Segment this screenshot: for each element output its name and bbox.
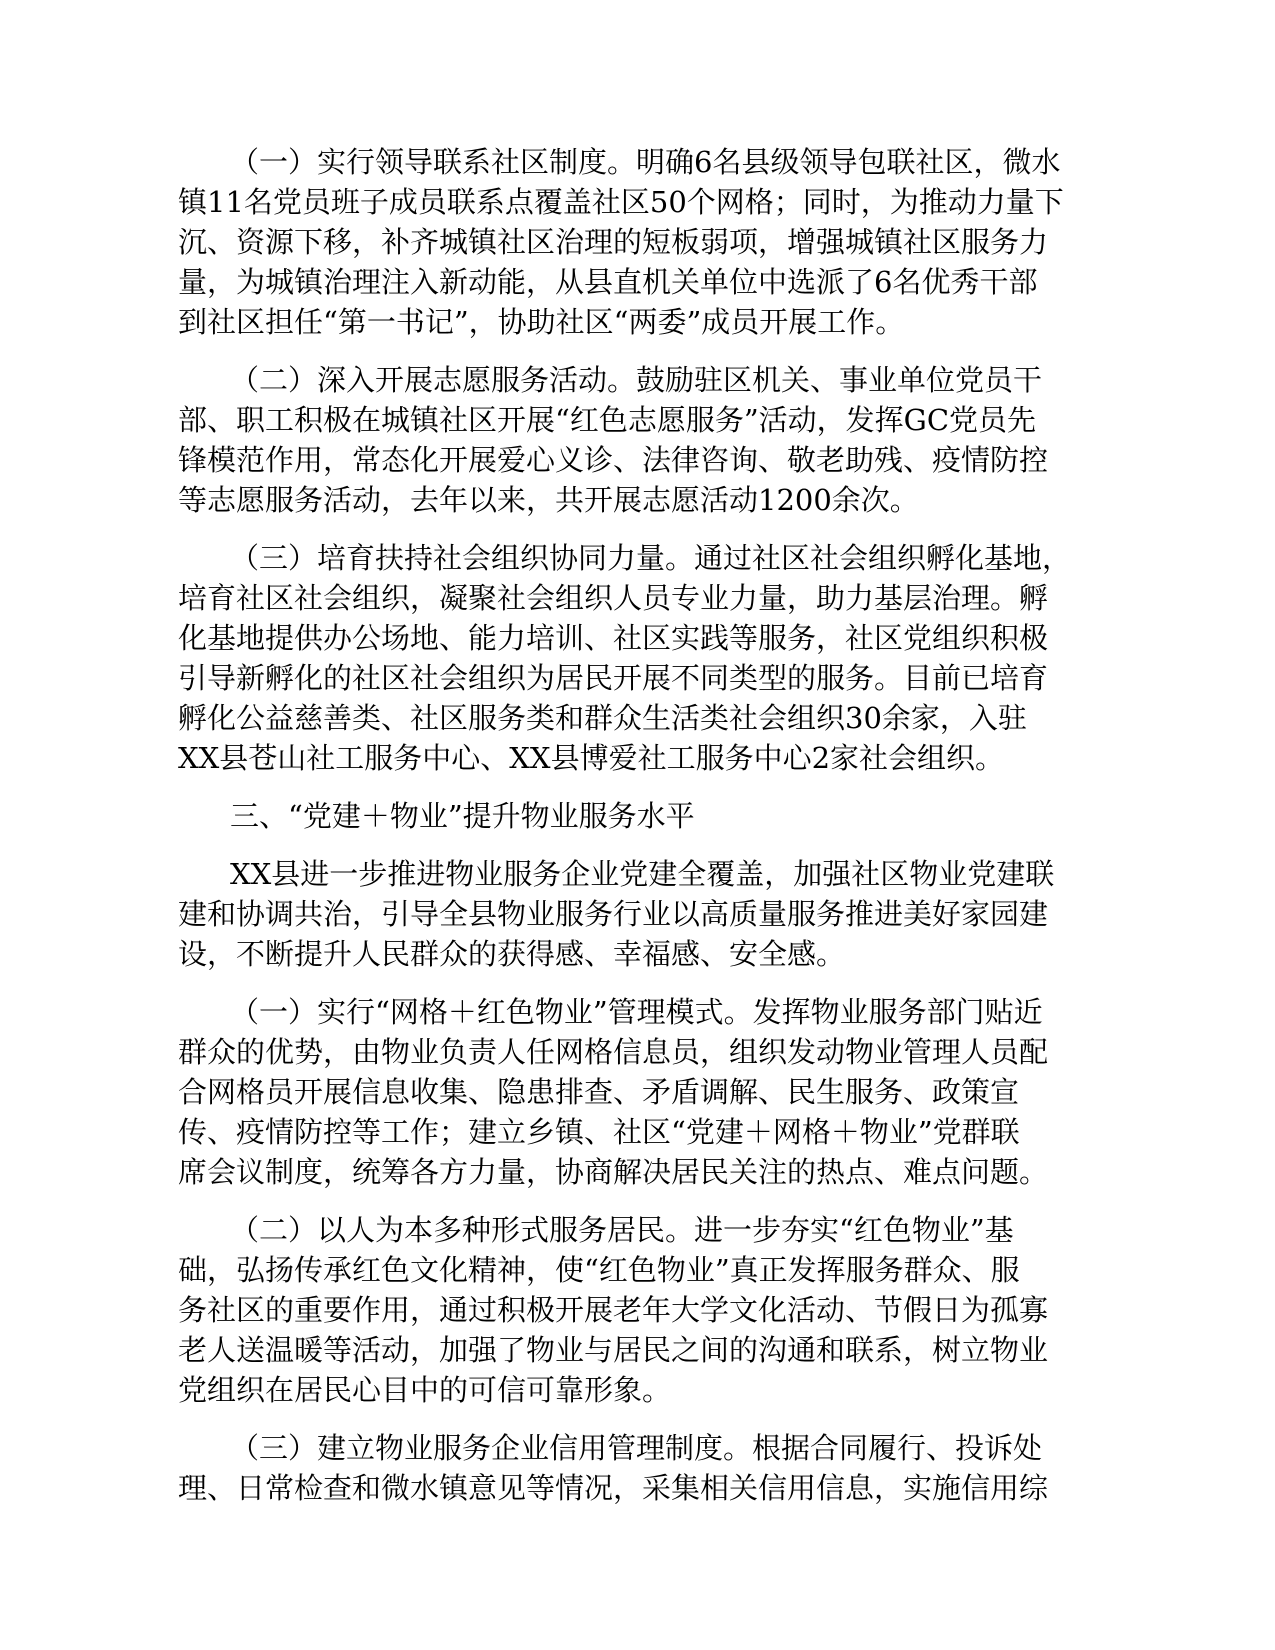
text-line: 老人送温暖等活动，加强了物业与居民之间的沟通和联系，树立物业 [178,1333,1049,1367]
paragraph-credit-management [178,1428,1098,1508]
paragraph-property-intro [178,854,1098,974]
text-line: （二）深入开展志愿服务活动。鼓励驻区机关、事业单位党员干 [230,363,1043,397]
text-line: 沉、资源下移，补齐城镇社区治理的短板弱项，增强城镇社区服务力 [178,225,1049,259]
paragraph-social-organizations [178,538,1098,778]
text-line: （一）实行领导联系社区制度。明确6名县级领导包联社区，微水 [230,145,1061,179]
text-line: 等志愿服务活动，去年以来，共开展志愿活动1200余次。 [178,483,919,517]
text-line: 席会议制度，统筹各方力量，协商解决居民关注的热点、难点问题。 [178,1155,1049,1189]
section-heading: 三、“党建＋物业”提升物业服务水平 [230,799,695,833]
text-line: 础，弘扬传承红色文化精神，使“红色物业”真正发挥服务群众、服 [178,1253,1020,1287]
text-line: （三）培育扶持社会组织协同力量。通过社区社会组织孵化基地， [230,541,1072,575]
paragraph-leader-contact [178,142,1098,342]
document-page [178,142,1098,1526]
text-line: 量，为城镇治理注入新动能，从县直机关单位中选派了6名优秀干部 [178,265,1038,299]
paragraph-volunteer-service [178,360,1098,520]
text-line: 引导新孵化的社区社会组织为居民开展不同类型的服务。目前已培育 [178,661,1049,695]
text-line: 群众的优势，由物业负责人任网格信息员，组织发动物业管理人员配 [178,1035,1049,1069]
text-line: XX县进一步推进物业服务企业党建全覆盖，加强社区物业党建联 [230,857,1055,891]
text-line: 部、职工积极在城镇社区开展“红色志愿服务”活动，发挥GC党员先 [178,403,1037,437]
text-line: 镇11名党员班子成员联系点覆盖社区50个网格；同时，为推动力量下 [178,185,1064,219]
paragraph-resident-service [178,1210,1098,1410]
text-line: 合网格员开展信息收集、隐患排查、矛盾调解、民生服务、政策宣 [178,1075,1020,1109]
text-line: 培育社区社会组织，凝聚社会组织人员专业力量，助力基层治理。孵 [178,581,1049,615]
text-line: （二）以人为本多种形式服务居民。进一步夯实“红色物业”基 [230,1213,1014,1247]
text-line: 建和协调共治，引导全县物业服务行业以高质量服务推进美好家园建 [178,897,1049,931]
text-line: 化基地提供办公场地、能力培训、社区实践等服务，社区党组织积极 [178,621,1049,655]
text-line: （三）建立物业服务企业信用管理制度。根据合同履行、投诉处 [230,1431,1043,1465]
text-line: 理、日常检查和微水镇意见等情况，采集相关信用信息，实施信用综 [178,1471,1049,1505]
text-line: 到社区担任“第一书记”，协助社区“两委”成员开展工作。 [178,305,905,339]
text-line: XX县苍山社工服务中心、XX县博爱社工服务中心2家社会组织。 [178,741,1005,775]
text-line: （一）实行“网格＋红色物业”管理模式。发挥物业服务部门贴近 [230,995,1043,1029]
paragraph-grid-management [178,992,1098,1192]
text-line: 党组织在居民心目中的可信可靠形象。 [178,1373,672,1407]
text-line: 设，不断提升人民群众的获得感、幸福感、安全感。 [178,937,846,971]
text-line: 孵化公益慈善类、社区服务类和群众生活类社会组织30余家，入驻 [178,701,1027,735]
text-line: 传、疫情防控等工作；建立乡镇、社区“党建＋网格＋物业”党群联 [178,1115,1020,1149]
text-line: 锋模范作用，常态化开展爱心义诊、法律咨询、敬老助残、疫情防控 [178,443,1049,477]
text-line: 务社区的重要作用，通过积极开展老年大学文化活动、节假日为孤寡 [178,1293,1049,1327]
